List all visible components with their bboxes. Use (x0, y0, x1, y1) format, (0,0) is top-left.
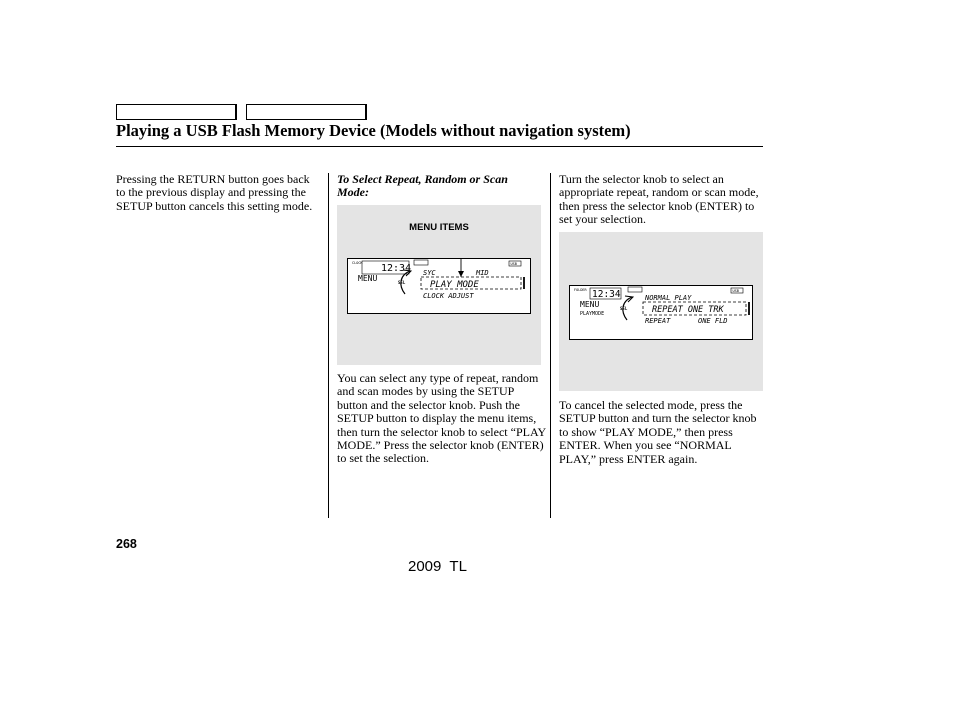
display-sel-label: SEL (620, 306, 628, 311)
display-menu-label: MENU (580, 300, 600, 309)
mode-one-fld: ONE FLD (698, 317, 728, 325)
header-tab-1 (116, 104, 237, 120)
display-time: 12:34 (592, 289, 621, 300)
menu-item-syc: SYC (423, 269, 436, 277)
mode-normal-play: NORMAL PLAY (645, 294, 692, 302)
display-menu-label: MENU (358, 274, 378, 283)
menu-item-play-mode: PLAY MODE (430, 280, 479, 290)
radio-display-menu (347, 258, 531, 314)
menu-items-figure (337, 205, 541, 365)
column3-paragraph1: Turn the selector knob to select an appropriate repeat, random or scan mode, then press the selector knob (ENTER) to set your selection. (559, 172, 759, 227)
menu-item-clock-adjust: CLOCK ADJUST (423, 292, 474, 300)
section-heading: To Select Repeat, Random or Scan Mode: (337, 172, 508, 200)
column1-paragraph: Pressing the RETURN button goes back to the previous display and pressing the SETUP button cancels this setting mode. (116, 172, 313, 213)
display-badge-box-left (414, 260, 428, 265)
display-sub-label: PLAYMODE (580, 311, 605, 317)
usb-badge: USB (510, 262, 517, 266)
display-clock-label: CLOCK (352, 261, 363, 265)
radio-display-play-mode (569, 285, 753, 340)
play-mode-figure (559, 232, 763, 391)
column3-paragraph2: To cancel the selected mode, press the SETUP button and turn the selector knob to show “PLAY MODE,” then press ENTER. When you see “NORMAL PLAY,” press ENTER again. (559, 398, 757, 466)
display-badge-box-left (628, 287, 642, 292)
display-folder-label: FOLDER (574, 288, 587, 292)
column-divider-1 (328, 173, 329, 518)
display-sel-label: SEL (398, 280, 406, 285)
header-tab-2 (246, 104, 367, 120)
mode-repeat-one-trk: REPEAT ONE TRK (652, 305, 724, 315)
title-divider (116, 146, 763, 147)
menu-item-mid: MID (476, 269, 489, 277)
figure-label: MENU ITEMS (409, 222, 469, 233)
column2-paragraph: You can select any type of repeat, random and scan modes by using the SETUP button and the selector knob. Push the SETUP button to display the menu items, then turn the selector knob to select “PLAY MODE.” Press the selector knob (ENTER) to set the selection. (337, 371, 546, 466)
callout-arrow-icon (458, 271, 464, 277)
usb-badge: USB (732, 289, 739, 293)
model-footer: 2009 TL (408, 558, 467, 575)
page-title: Playing a USB Flash Memory Device (Models without navigation system) (116, 121, 631, 140)
mode-repeat: REPEAT (645, 317, 671, 325)
display-time: 12:34 (381, 263, 412, 274)
page-number: 268 (116, 537, 137, 551)
column-divider-2 (550, 173, 551, 518)
